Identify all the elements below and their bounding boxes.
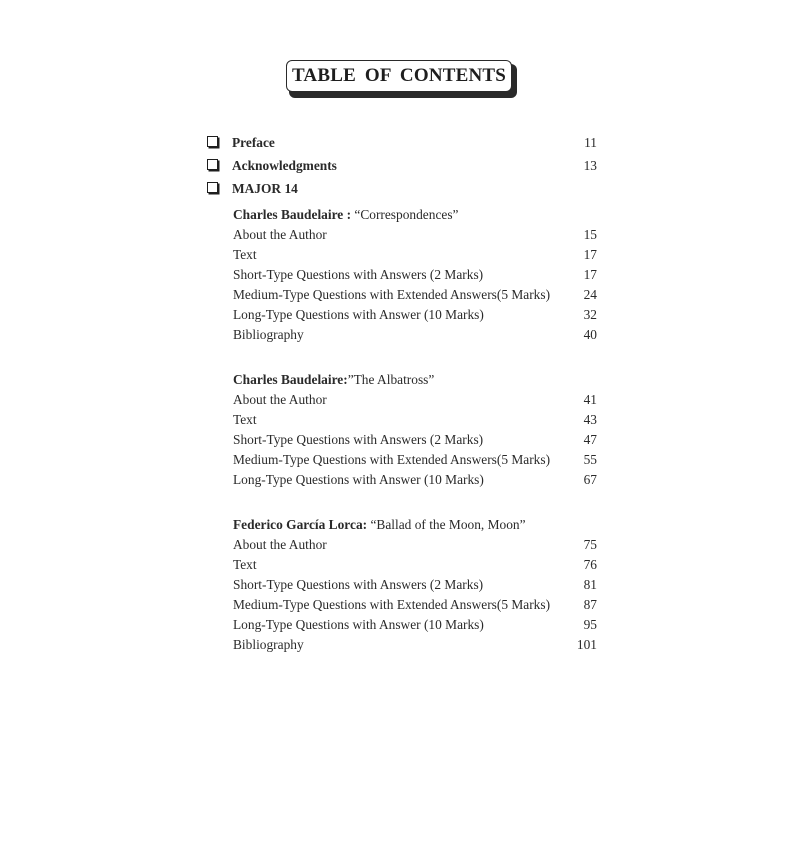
title-box [286, 60, 512, 92]
toc-entry-page: 95 [583, 617, 597, 632]
toc-entry-page: 15 [583, 227, 597, 242]
toc-entry[interactable] [207, 450, 597, 470]
toc-entry-label: Text [233, 557, 257, 572]
toc-entry-page: 17 [583, 267, 597, 282]
toc-item-label: MAJOR 14 [232, 181, 298, 196]
toc-entry[interactable] [207, 575, 597, 595]
toc-entry-page: 47 [583, 432, 597, 447]
checkbox-bullet-icon [207, 159, 218, 170]
toc-item-page: 11 [584, 135, 597, 150]
toc-entry-label: Short-Type Questions with Answers (2 Marks) [233, 577, 484, 592]
section-heading-correspondences [207, 204, 597, 225]
toc-entry-page: 55 [583, 452, 597, 467]
section-author: Charles Baudelaire: [233, 372, 348, 387]
toc-entry-label: About the Author [233, 392, 327, 407]
section-author: Federico García Lorca: [233, 517, 368, 532]
toc-entry-page: 67 [583, 472, 597, 487]
toc-entry-label: Medium-Type Questions with Extended Answers(5 Marks) [233, 287, 551, 302]
toc-item-label: Acknowledgments [232, 158, 337, 173]
toc-entry[interactable] [207, 615, 597, 635]
toc-entry-page: 76 [583, 557, 597, 572]
toc-top-item-acknowledgments[interactable] [207, 154, 597, 177]
toc-entry-label: Text [233, 412, 257, 427]
toc-entry[interactable] [207, 595, 597, 615]
toc-entry-page: 87 [583, 597, 597, 612]
toc-entry-page: 81 [583, 577, 597, 592]
toc-entry-label: Bibliography [233, 327, 304, 342]
toc-entry-page: 101 [576, 637, 597, 652]
toc-entry-page: 43 [583, 412, 597, 427]
toc-entry-label: About the Author [233, 537, 327, 552]
section-spacer [207, 490, 597, 510]
toc-entry[interactable] [207, 225, 597, 245]
toc-entry-label: Medium-Type Questions with Extended Answers(5 Marks) [233, 452, 551, 467]
toc-entry[interactable] [207, 635, 597, 655]
toc-entry[interactable] [207, 430, 597, 450]
toc-entry-page: 41 [583, 392, 597, 407]
toc-entry-label: Bibliography [233, 637, 304, 652]
toc-entry[interactable] [207, 305, 597, 325]
toc-entry-label: Short-Type Questions with Answers (2 Marks) [233, 267, 484, 282]
toc-entry-label: Medium-Type Questions with Extended Answers(5 Marks) [233, 597, 551, 612]
page-title: TABLE OF CONTENTS [291, 65, 507, 86]
toc-entry-label: Long-Type Questions with Answer (10 Marks) [233, 472, 484, 487]
toc-entry-page: 32 [583, 307, 597, 322]
section-work: “Ballad of the Moon, Moon” [367, 517, 526, 532]
toc-entry-page: 75 [583, 537, 597, 552]
toc-entry[interactable] [207, 245, 597, 265]
toc-top-item-major[interactable] [207, 177, 597, 200]
toc-item-label: Preface [232, 135, 275, 150]
toc-entry-label: Long-Type Questions with Answer (10 Marks) [233, 617, 484, 632]
toc-entry[interactable] [207, 410, 597, 430]
section-heading-albatross [207, 369, 597, 390]
toc-entry[interactable] [207, 390, 597, 410]
section-work: “Correspondences” [351, 207, 459, 222]
title-frame [286, 60, 517, 98]
toc-entry[interactable] [207, 265, 597, 285]
section-heading-ballad [207, 514, 597, 535]
toc-entry[interactable] [207, 535, 597, 555]
toc-entry-label: Short-Type Questions with Answers (2 Marks) [233, 432, 484, 447]
toc-entry-page: 24 [583, 287, 597, 302]
checkbox-bullet-icon [207, 136, 218, 147]
section-spacer [207, 345, 597, 365]
section-author: Charles Baudelaire : [233, 207, 352, 222]
toc-entry-label: Long-Type Questions with Answer (10 Marks) [233, 307, 484, 322]
toc-entry-label: About the Author [233, 227, 327, 242]
checkbox-bullet-icon [207, 182, 218, 193]
toc-entry[interactable] [207, 325, 597, 345]
section-work: ”The Albatross” [347, 372, 435, 387]
toc-entry-page: 17 [583, 247, 597, 262]
toc-entry[interactable] [207, 285, 597, 305]
toc-entry-page: 40 [583, 327, 597, 342]
toc-top-item-preface[interactable] [207, 131, 597, 154]
toc-item-page: 13 [583, 158, 597, 173]
toc-entry[interactable] [207, 555, 597, 575]
toc-entry-label: Text [233, 247, 257, 262]
table-of-contents [207, 131, 597, 655]
toc-entry[interactable] [207, 470, 597, 490]
